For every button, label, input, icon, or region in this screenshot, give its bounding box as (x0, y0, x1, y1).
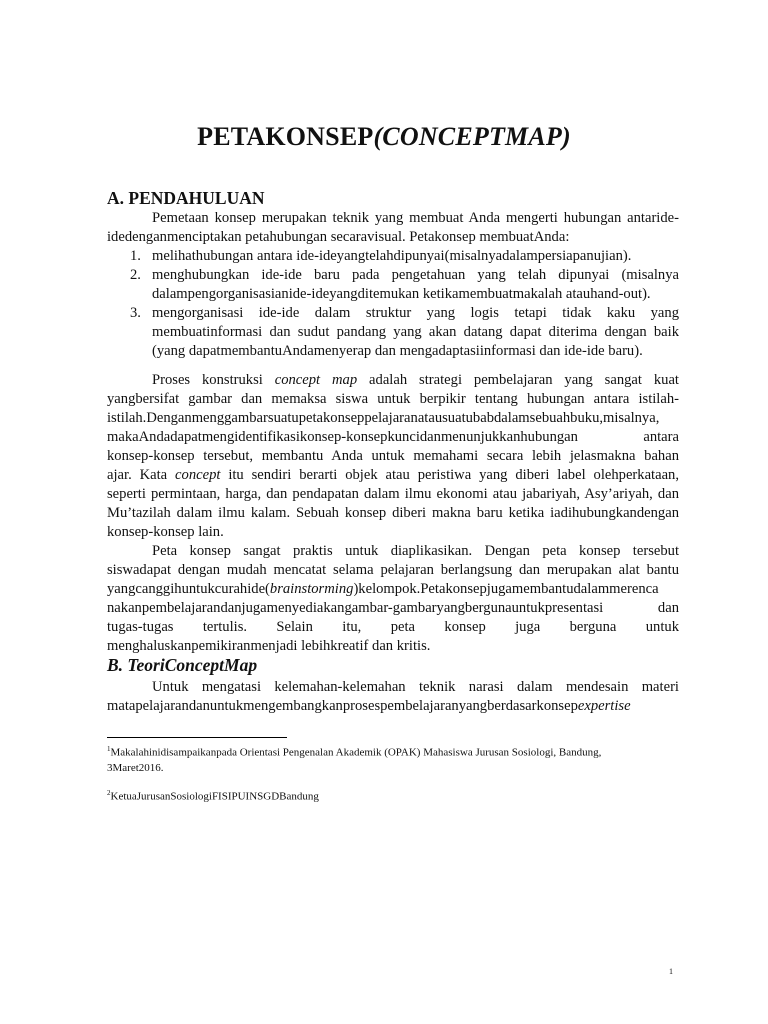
body-line: konsep-konsep lain. (107, 524, 224, 540)
body-line: Mu’tazilah dalam ilmu kalam. Sebuah konsep diberi makna baru ketika iadihubungkandengan (107, 505, 679, 521)
list-number: 2. (130, 267, 141, 283)
body-line (107, 466, 679, 485)
body-line: seperti permintaan, harga, dan pendapatan dalam ilmu ekonomi atau jabariyah, Asy’ariyah, dan (107, 486, 679, 502)
body-line (107, 580, 679, 599)
body-line: Pemetaan konsep merupakan teknik yang membuat Anda mengerti hubungan antaride- (152, 210, 679, 226)
text-run: matapelajarandanuntukmengembangkanprosespembelajaranyangberdasarkonsep (107, 698, 578, 714)
footnote-text: 3Maret2016. (107, 761, 164, 774)
italic-term: expertise (577, 698, 631, 714)
body-line: makaAndadapatmengidentifikasikonsep-konsepkuncidanmenunjukkanhubungan antara (107, 429, 679, 445)
body-line (152, 371, 679, 390)
text-run: itu sendiri berarti objek atau peristiwa yang diberi label olehperkataan, (220, 467, 679, 483)
footnote-mark: 2 (107, 789, 111, 797)
body-line: yangbersifat gambar dan memaksa siswa untuk berpikir tentang hubungan antara istilah- (107, 391, 679, 407)
italic-term: concept (175, 467, 221, 483)
footnote-1 (107, 742, 679, 776)
italic-term: brainstorming (269, 581, 354, 597)
body-line (107, 697, 679, 716)
page-title (0, 122, 768, 152)
heading-text: B. Teori (107, 655, 165, 675)
list-number: 1. (130, 248, 141, 264)
body-line: Peta konsep sangat praktis untuk diaplikasikan. Dengan peta konsep tersebut (152, 543, 679, 559)
footnote-text: Makalahinidisampaikanpada Orientasi Pengenalan Akademik (OPAK) Mahasiswa Jurusan Sosiologi, Bandung, (110, 746, 602, 759)
body-line: istilah.Denganmenggambarsuatupetakonseppelajaranatausuatubabdalamsebuahbuku,misalnya, (107, 410, 660, 426)
title-italic: (CONCEPTMAP) (373, 122, 571, 151)
body-line: Untuk mengatasi kelemahan-kelemahan teknik narasi dalam mendesain materi (152, 679, 679, 695)
footnote-mark: 1 (107, 745, 111, 753)
page-number: 1 (669, 967, 673, 976)
list-item-line: melihathubungan antara ide-ideyangtelahdipunyai(misalnyadalampersiapanujian). (152, 248, 632, 264)
body-line: idedenganmenciptakan petahubungan secaravisual. Petakonsep membuatAnda: (107, 229, 570, 245)
title-main: PETAKONSEP (197, 122, 374, 151)
text-run: Proses konstruksi (152, 372, 275, 388)
heading-text: ConceptMap (164, 655, 258, 675)
footnote-2 (107, 786, 679, 805)
footnote-separator (107, 737, 287, 738)
italic-term: concept map (274, 372, 358, 388)
list-item-line: mengorganisasi ide-ide dalam struktur yang logis tetapi tidak kaku yang (152, 305, 679, 321)
text-run: yangcanggihuntukcurahide( (107, 581, 270, 597)
text-run: )kelompok.Petakonsepjugamembantudalammerenca (353, 581, 659, 597)
body-line: tugas-tugas tertulis. Selain itu, peta konsep juga berguna untuk (107, 619, 679, 635)
list-number: 3. (130, 305, 141, 321)
body-line: konsep-konsep tersebut, membantu Anda untuk memahami secara lebih jelasmakna bahan (107, 448, 679, 464)
text-run: adalah strategi pembelajaran yang sangat kuat (357, 372, 679, 388)
footnote-text: KetuaJurusanSosiologiFISIPUINSGDBandung (110, 790, 319, 803)
list-item-line: membuatinformasi dan sudut pandang yang akan datang dapat diterima dengan baik (152, 324, 679, 340)
text-run: ajar. Kata (107, 467, 176, 483)
body-line: siswadapat dengan mudah mencatat selama pelajaran berlangsung dan merupakan alat bantu (107, 562, 679, 578)
list-item-line: menghubungkan ide-ide baru pada pengetahuan yang telah dipunyai (misalnya (152, 267, 679, 283)
list-item-line: dalampengorganisasianide-ideyangditemukan ketikamembuatmakalah atauhand-out). (152, 286, 651, 302)
body-line: nakanpembelajarandanjugamenyediakangambar-gambaryangbergunauntukpresentasi dan (107, 600, 679, 616)
section-heading-a: A. PENDAHULUAN (107, 188, 265, 208)
section-heading-b (107, 655, 257, 676)
list-item-line: (yang dapatmembantuAndamenyerap dan mengadaptasiinformasi dan ide-ide baru). (152, 343, 643, 359)
body-line: menghaluskanpemikiranmenjadi lebihkreatif dan kritis. (107, 638, 431, 654)
